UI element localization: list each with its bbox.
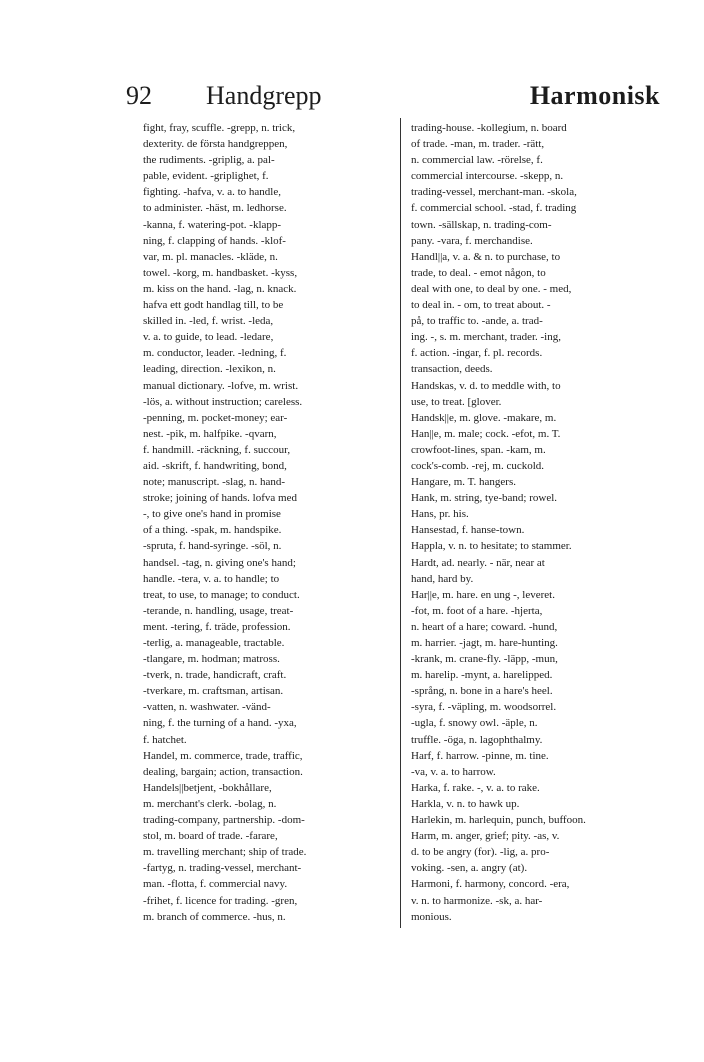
text-line: trade, to deal. - emot någon, to bbox=[411, 266, 546, 279]
text-line: monious. bbox=[411, 910, 452, 923]
text-line: v. n. to harmonize. -sk, a. har- bbox=[411, 894, 543, 907]
text-line: stroke; joining of hands. lofva med bbox=[143, 492, 297, 505]
right-headword: Harmonisk bbox=[529, 81, 660, 110]
text-line: Hans, pr. his. bbox=[411, 508, 469, 521]
text-line: to deal in. - om, to treat about. - bbox=[411, 299, 551, 312]
text-line: m. conductor, leader. -ledning, f. bbox=[143, 347, 287, 360]
text-line: Hansestad, f. hanse-town. bbox=[411, 524, 525, 537]
text-line: -, to give one's hand in promise bbox=[143, 508, 281, 521]
text-line: -fot, m. foot of a hare. -hjerta, bbox=[411, 604, 543, 617]
text-line: m. travelling merchant; ship of trade. bbox=[143, 846, 307, 859]
text-line: -ugla, f. snowy owl. -äple, n. bbox=[411, 717, 538, 730]
text-line: m. harelip. -mynt, a. harelipped. bbox=[411, 669, 553, 682]
column-divider bbox=[400, 118, 401, 928]
text-line: dealing, bargain; action, transaction. bbox=[143, 765, 303, 778]
text-line: handle. -tera, v. a. to handle; to bbox=[143, 572, 280, 585]
text-line: dexterity. de första handgreppen, bbox=[143, 138, 288, 151]
text-line: var, m. pl. manacles. -kläde, n. bbox=[143, 250, 278, 263]
text-line: truffle. -öga, n. lagophthalmy. bbox=[411, 733, 543, 746]
text-line: -syra, f. -väpling, m. woodsorrel. bbox=[411, 701, 557, 714]
text-line: Harf, f. harrow. -pinne, m. tine. bbox=[411, 749, 549, 762]
text-line: towel. -korg, m. handbasket. -kyss, bbox=[143, 266, 298, 279]
running-header bbox=[126, 76, 660, 116]
text-line: -frihet, f. licence for trading. -gren, bbox=[143, 894, 298, 907]
text-line: transaction, deeds. bbox=[411, 363, 493, 376]
text-line: the rudiments. -griplig, a. pal- bbox=[143, 154, 275, 167]
text-line: deal with one, to deal by one. - med, bbox=[411, 282, 572, 295]
text-line: m. kiss on the hand. -lag, n. knack. bbox=[143, 282, 297, 295]
text-line: town. -sällskap, n. trading-com- bbox=[411, 218, 552, 231]
text-line: Handsk||e, m. glove. -makare, m. bbox=[411, 411, 557, 424]
text-line: Harm, m. anger, grief; pity. -as, v. bbox=[411, 830, 560, 843]
text-line: d. to be angry (for). -lig, a. pro- bbox=[411, 846, 550, 859]
text-line: -språng, n. bone in a hare's heel. bbox=[411, 685, 553, 698]
text-line: Hangare, m. T. hangers. bbox=[411, 476, 516, 489]
text-line: pable, evident. -griplighet, f. bbox=[143, 170, 269, 183]
text-line: -spruta, f. hand-syringe. -söl, n. bbox=[143, 540, 282, 553]
text-line: -terlig, a. manageable, tractable. bbox=[143, 637, 285, 649]
text-line: -terande, n. handling, usage, treat- bbox=[143, 604, 294, 617]
text-line: m. harrier. -jagt, m. hare-hunting. bbox=[411, 637, 558, 649]
text-line: -va, v. a. to harrow. bbox=[411, 765, 496, 778]
text-line: man. -flotta, f. commercial navy. bbox=[143, 878, 288, 891]
text-line: skilled in. -led, f. wrist. -leda, bbox=[143, 315, 274, 328]
text-line: pany. -vara, f. merchandise. bbox=[411, 234, 533, 247]
text-line: -vatten, n. washwater. -vänd- bbox=[143, 701, 271, 714]
text-line: f. commercial school. -stad, f. trading bbox=[411, 202, 577, 215]
text-line: fighting. -hafva, v. a. to handle, bbox=[143, 186, 281, 199]
left-headword: Handgrepp bbox=[206, 81, 322, 110]
text-line: Harka, f. rake. -, v. a. to rake. bbox=[411, 781, 540, 794]
text-line: -krank, m. crane-fly. -läpp, -mun, bbox=[411, 653, 558, 666]
text-line: fight, fray, scuffle. -grepp, n. trick, bbox=[143, 122, 296, 134]
text-line: v. a. to guide, to lead. -ledare, bbox=[143, 331, 274, 344]
text-line: Harlekin, m. harlequin, punch, buffoon. bbox=[411, 814, 586, 827]
text-line: Handl||a, v. a. & n. to purchase, to bbox=[411, 250, 561, 263]
text-line: ment. -tering, f. träde, profession. bbox=[143, 620, 291, 633]
text-line: Hank, m. string, tye-band; rowel. bbox=[411, 492, 558, 505]
text-line: n. heart of a hare; coward. -hund, bbox=[411, 620, 558, 633]
text-line: -lös, a. without instruction; careless. bbox=[143, 395, 303, 408]
text-line: leading, direction. -lexikon, n. bbox=[143, 363, 276, 376]
text-line: of trade. -man, m. trader. -rätt, bbox=[411, 138, 545, 151]
text-line: på, to traffic to. -ande, a. trad- bbox=[411, 315, 543, 328]
left-column bbox=[143, 120, 387, 925]
text-line: m. branch of commerce. -hus, n. bbox=[143, 910, 286, 923]
text-line: trading-vessel, merchant-man. -skola, bbox=[411, 186, 577, 199]
text-line: Harkla, v. n. to hawk up. bbox=[411, 797, 520, 810]
text-line: ning, f. the turning of a hand. -yxa, bbox=[143, 717, 297, 730]
text-line: Hardt, ad. nearly. - när, near at bbox=[411, 556, 545, 569]
text-line: cock's-comb. -rej, m. cuckold. bbox=[411, 459, 545, 472]
text-line: handsel. -tag, n. giving one's hand; bbox=[143, 556, 296, 569]
text-line: f. handmill. -räckning, f. succour, bbox=[143, 443, 291, 456]
text-line: Happla, v. n. to hesitate; to stammer. bbox=[411, 540, 572, 553]
text-line: hand, hard by. bbox=[411, 572, 474, 585]
text-line: n. commercial law. -rörelse, f. bbox=[411, 154, 543, 167]
text-line: -tverkare, m. craftsman, artisan. bbox=[143, 685, 284, 698]
text-line: f. hatchet. bbox=[143, 733, 187, 746]
text-line: aid. -skrift, f. handwriting, bond, bbox=[143, 459, 287, 472]
text-line: nest. -pik, m. halfpike. -qvarn, bbox=[143, 427, 277, 440]
text-line: manual dictionary. -lofve, m. wrist. bbox=[143, 379, 299, 392]
text-line: m. merchant's clerk. -bolag, n. bbox=[143, 797, 277, 810]
text-line: Handskas, v. d. to meddle with, to bbox=[411, 379, 561, 392]
text-line: stol, m. board of trade. -farare, bbox=[143, 830, 278, 843]
text-line: -tverk, n. trade, handicraft, craft. bbox=[143, 669, 287, 682]
text-line: voking. -sen, a. angry (at). bbox=[411, 862, 528, 875]
text-line: ning, f. clapping of hands. -klof- bbox=[143, 234, 286, 247]
text-line: Handel, m. commerce, trade, traffic, bbox=[143, 749, 303, 762]
text-line: trading-house. -kollegium, n. board bbox=[411, 122, 567, 134]
text-line: treat, to use, to manage; to conduct. bbox=[143, 588, 300, 601]
text-line: -penning, m. pocket-money; ear- bbox=[143, 411, 288, 424]
right-column bbox=[411, 120, 655, 925]
text-line: ing. -, s. m. merchant, trader. -ing, bbox=[411, 331, 561, 344]
text-line: crowfoot-lines, span. -kam, m. bbox=[411, 443, 546, 456]
text-line: Harmoni, f. harmony, concord. -era, bbox=[411, 878, 570, 891]
text-line: Handels||betjent, -bokhållare, bbox=[143, 781, 272, 794]
text-line: Har||e, m. hare. en ung -, leveret. bbox=[411, 588, 555, 601]
text-line: hafva ett godt handlag till, to be bbox=[143, 299, 284, 312]
text-line: Han||e, m. male; cock. -efot, m. T. bbox=[411, 427, 561, 440]
text-line: -kanna, f. watering-pot. -klapp- bbox=[143, 218, 282, 231]
text-line: -tlangare, m. hodman; matross. bbox=[143, 653, 280, 666]
text-line: f. action. -ingar, f. pl. records. bbox=[411, 347, 543, 360]
text-line: note; manuscript. -slag, n. hand- bbox=[143, 476, 286, 489]
text-line: -fartyg, n. trading-vessel, merchant- bbox=[143, 862, 302, 875]
page-number: 92 bbox=[126, 81, 152, 110]
text-line: use, to treat. [glover. bbox=[411, 395, 502, 408]
text-line: commercial intercourse. -skepp, n. bbox=[411, 170, 564, 183]
text-line: to administer. -häst, m. ledhorse. bbox=[143, 202, 287, 215]
text-line: trading-company, partnership. -dom- bbox=[143, 814, 305, 827]
text-line: of a thing. -spak, m. handspike. bbox=[143, 524, 282, 537]
